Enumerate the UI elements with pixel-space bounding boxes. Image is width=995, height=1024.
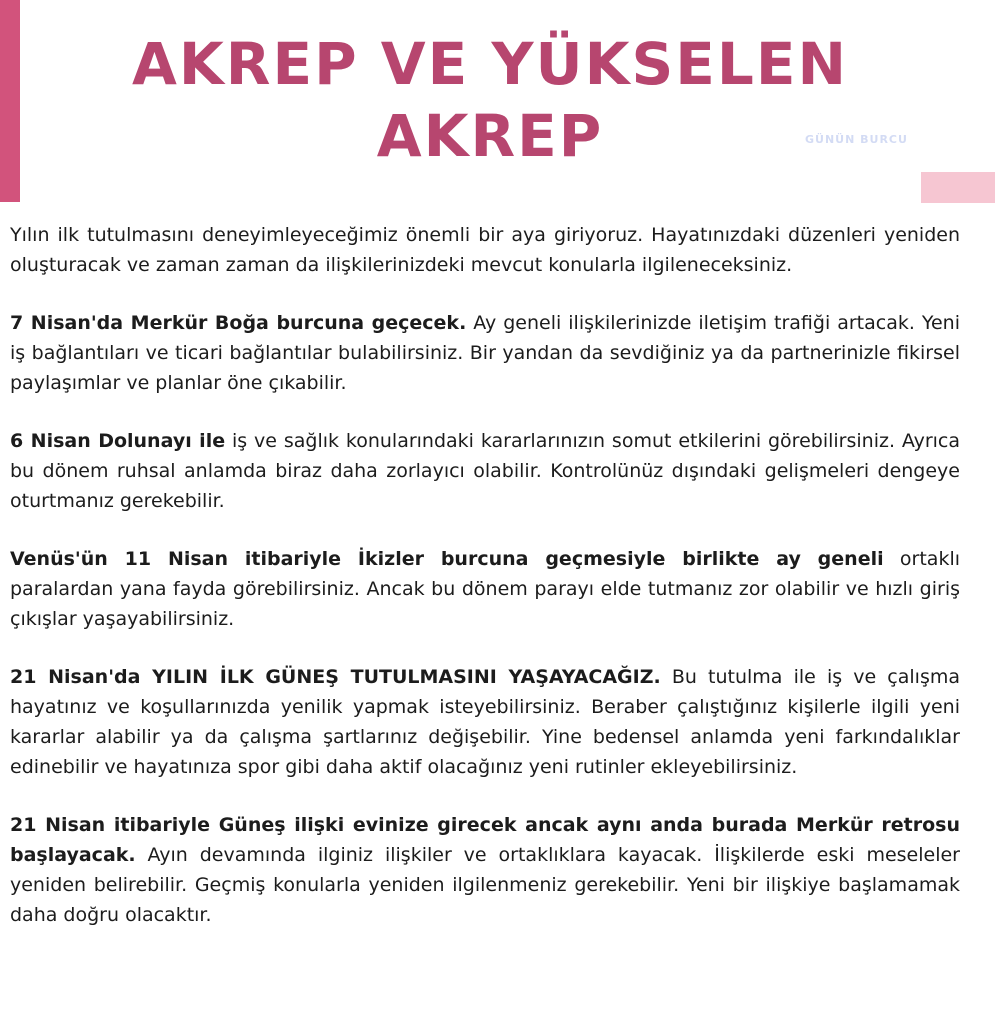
paragraph-text: Yılın ilk tutulmasını deneyimleyeceğimiz önemli bir aya giriyoruz. Hayatınızdaki düzenleri yeniden oluşturacak ve zaman zaman da ilişkilerinizdeki mevcut konularla ilgileneceksiniz.: [10, 224, 960, 276]
horoscope-body: [10, 220, 960, 958]
paragraph-solar-eclipse: [10, 662, 960, 782]
paragraph-bold: 7 Nisan'da Merkür Boğa burcuna geçecek.: [10, 312, 467, 334]
paragraph-full-moon: [10, 426, 960, 516]
paragraph-bold: 6 Nisan Dolunayı ile: [10, 430, 226, 452]
paragraph-intro: [10, 220, 960, 280]
paragraph-bold: 21 Nisan'da YILIN İLK GÜNEŞ TUTULMASINI YAŞAYACAĞIZ.: [10, 666, 661, 688]
right-accent-block: [921, 172, 995, 203]
paragraph-bold: 21 Nisan itibariyle Güneş ilişki evinize girecek ancak aynı anda burada Merkür retrosu başlayacak.: [10, 814, 960, 866]
paragraph-text: ortaklı paralardan yana fayda görebilirsiniz. Ancak bu dönem parayı elde tutmanız zor olabilir ve hızlı giriş çıkışlar yaşayabilirsiniz.: [10, 548, 960, 630]
paragraph-mercury-taurus: [10, 308, 960, 398]
paragraph-venus-gemini: [10, 544, 960, 634]
page-title: [40, 28, 940, 172]
title-line-1: AKREP VE YÜKSELEN: [131, 30, 849, 98]
paragraph-text: iş ve sağlık konularındaki kararlarınızın somut etkilerini görebilirsiniz. Ayrıca bu dönem ruhsal anlamda biraz daha zorlayıcı olabilir. Kontrolünüz dışındaki gelişmeleri dengeye oturtmanız gerekebilir.: [10, 430, 960, 512]
title-line-2: AKREP: [376, 102, 604, 170]
paragraph-sun-relationship: [10, 810, 960, 930]
left-accent-bar: [0, 0, 20, 202]
watermark-text: GÜNÜN BURCU: [805, 133, 908, 146]
paragraph-bold: Venüs'ün 11 Nisan itibariyle İkizler burcuna geçmesiyle birlikte ay geneli: [10, 548, 884, 570]
paragraph-text: Bu tutulma ile iş ve çalışma hayatınız ve koşullarınızda yenilik yapmak isteyebilirsiniz. Beraber çalıştığınız kişilerle ilgili yeni kararlar alabilir ya da çalışma şartlarınız değişebilir. Yine bedensel anlamda yeni farkındalıklar edinebilir ve hayatınıza spor gibi daha aktif olacağınız yeni rutinler ekleyebilirsiniz.: [10, 666, 960, 778]
paragraph-text: Ayın devamında ilginiz ilişkiler ve ortaklıklara kayacak. İlişkilerde eski meseleler yeniden belirebilir. Geçmiş konularla yeniden ilgilenmeniz gerekebilir. Yeni bir ilişkiye başlamamak daha doğru olacaktır.: [10, 844, 960, 926]
paragraph-text: Ay geneli ilişkilerinizde iletişim trafiği artacak. Yeni iş bağlantıları ve ticari bağlantılar bulabilirsiniz. Bir yandan da sevdiğiniz ya da partnerinizle fikirsel paylaşımlar ve planlar öne çıkabilir.: [10, 312, 960, 394]
